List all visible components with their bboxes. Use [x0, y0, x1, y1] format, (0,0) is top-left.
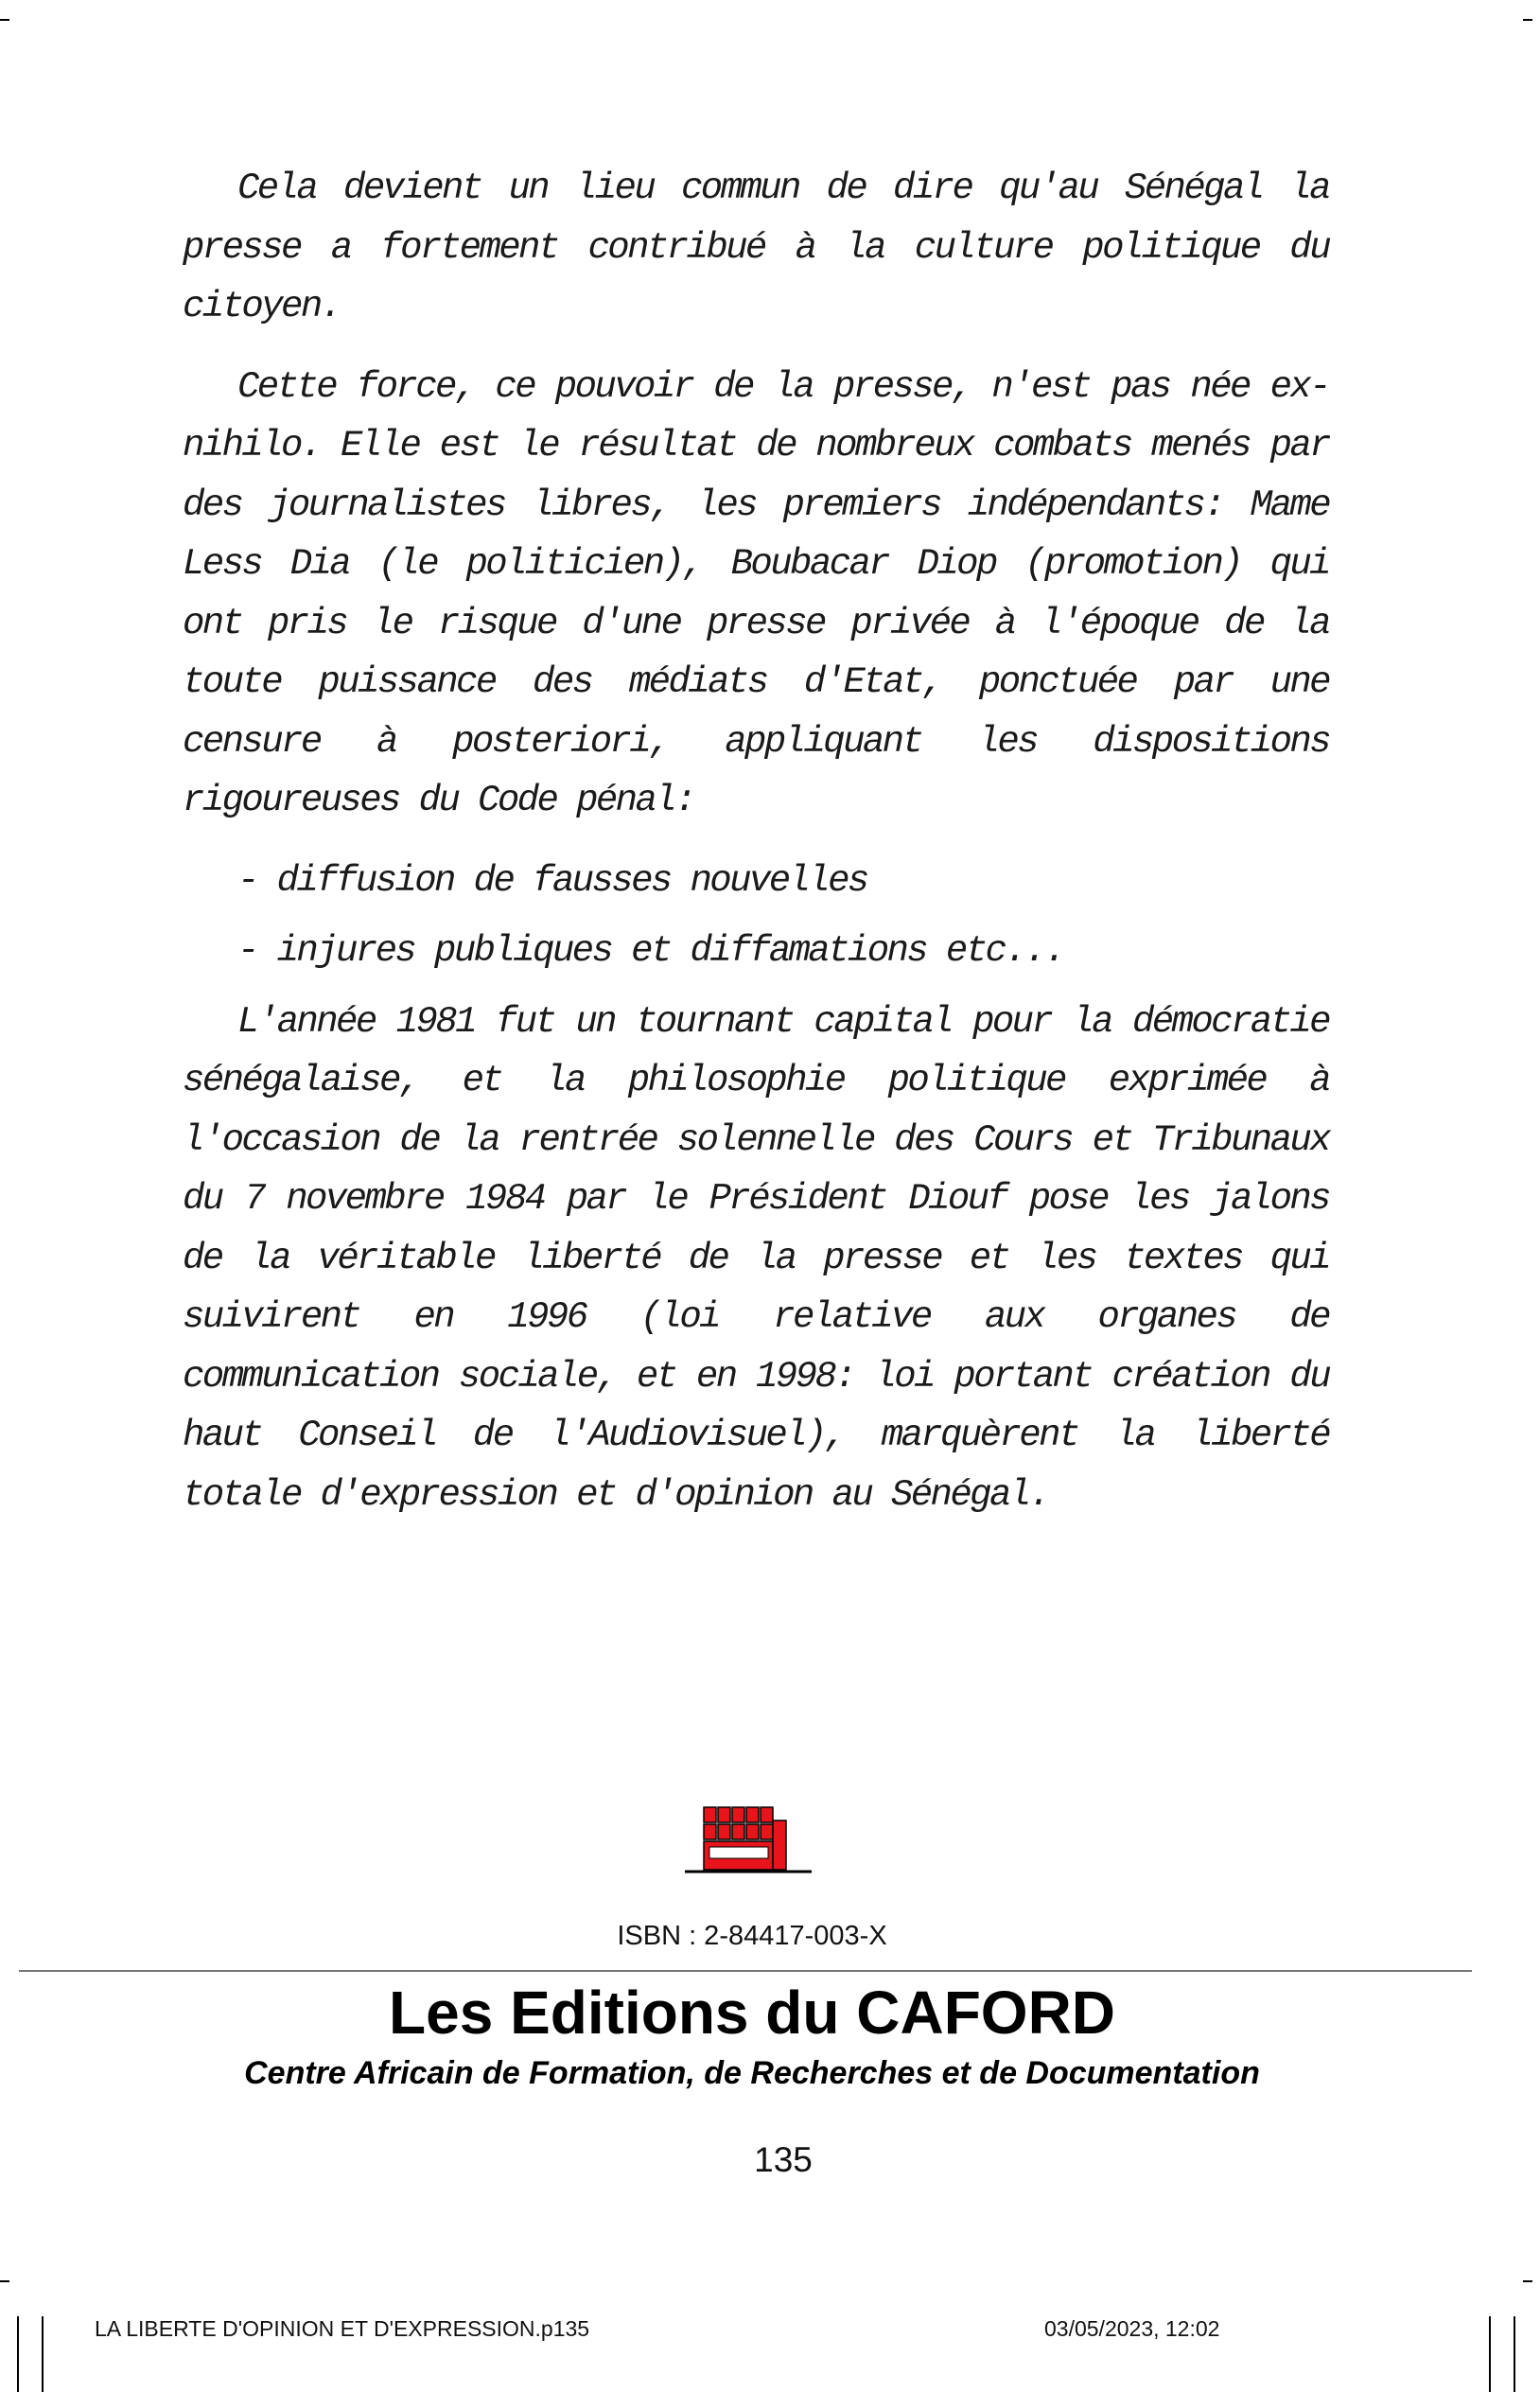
crop-mark-bottom-left-1 — [17, 2316, 19, 2392]
paragraph-1981: L'année 1981 fut un tournant capital pour la démocratie sénégalaise, et la philosophie politique exprimée à l'occasion de la rentrée solennelle des Cours et Tribunaux du 7 novembre 1984 par le Président Diouf pose les jalons de la véritable liberté de la presse et les textes qui suivirent en 1996 (loi relative aux organes de communication sociale, et en 1998: loi portant création du haut Conseil de l'Audiovisuel), marquèrent la liberté totale d'expression et d'opinion au Sénégal. — [183, 1000, 1329, 1516]
crop-mark-top-right — [1523, 19, 1532, 21]
crop-mark-bottom-left-2 — [42, 2316, 44, 2392]
crop-mark-bottom-right-1 — [1489, 2316, 1491, 2392]
publisher-name: Les Editions du CAFORD — [389, 1979, 1115, 2047]
paragraph-intro: Cela devient un lieu commun de dire qu'au Sénégal la presse a fortement contribué à la culture politique du citoyen. — [183, 167, 1329, 327]
body-text — [183, 159, 1329, 1545]
page-number: 135 — [754, 2140, 813, 2179]
list-item-false-news: - diffusion de fausses nouvelles — [237, 859, 867, 902]
isbn: ISBN : 2-84417-003-X — [617, 1921, 887, 1951]
footer-timestamp: 03/05/2023, 12:02 — [1044, 2316, 1220, 2341]
separator-rule — [19, 1970, 1472, 1972]
crop-mark-mid-right — [1523, 2280, 1532, 2282]
publisher-subtitle: Centre Africain de Formation, de Recherches et de Documentation — [244, 2055, 1260, 2091]
crop-mark-bottom-right-2 — [1514, 2316, 1515, 2392]
footer-file-label: LA LIBERTE D'OPINION ET D'EXPRESSION.p135 — [95, 2316, 590, 2341]
crop-mark-top-left — [0, 19, 9, 21]
list-item-insults: - injures publiques et diffamations etc... — [237, 930, 1064, 972]
crop-mark-mid-left — [0, 2280, 9, 2282]
paragraph-press-history: Cette force, ce pouvoir de la presse, n'est pas née ex-nihilo. Elle est le résultat de nombreux combats menés par des journalistes libres, les premiers indépendants: Mame Less Dia (le politicien), Boubacar Diop (promotion) qui ont pris le risque d'une presse privée à l'époque de la toute puissance des médiats d'Etat, ponctuée par une censure à posteriori, appliquant les dispositions rigoureuses du Code pénal: — [183, 365, 1329, 821]
caford-logo-icon — [683, 1803, 814, 1879]
